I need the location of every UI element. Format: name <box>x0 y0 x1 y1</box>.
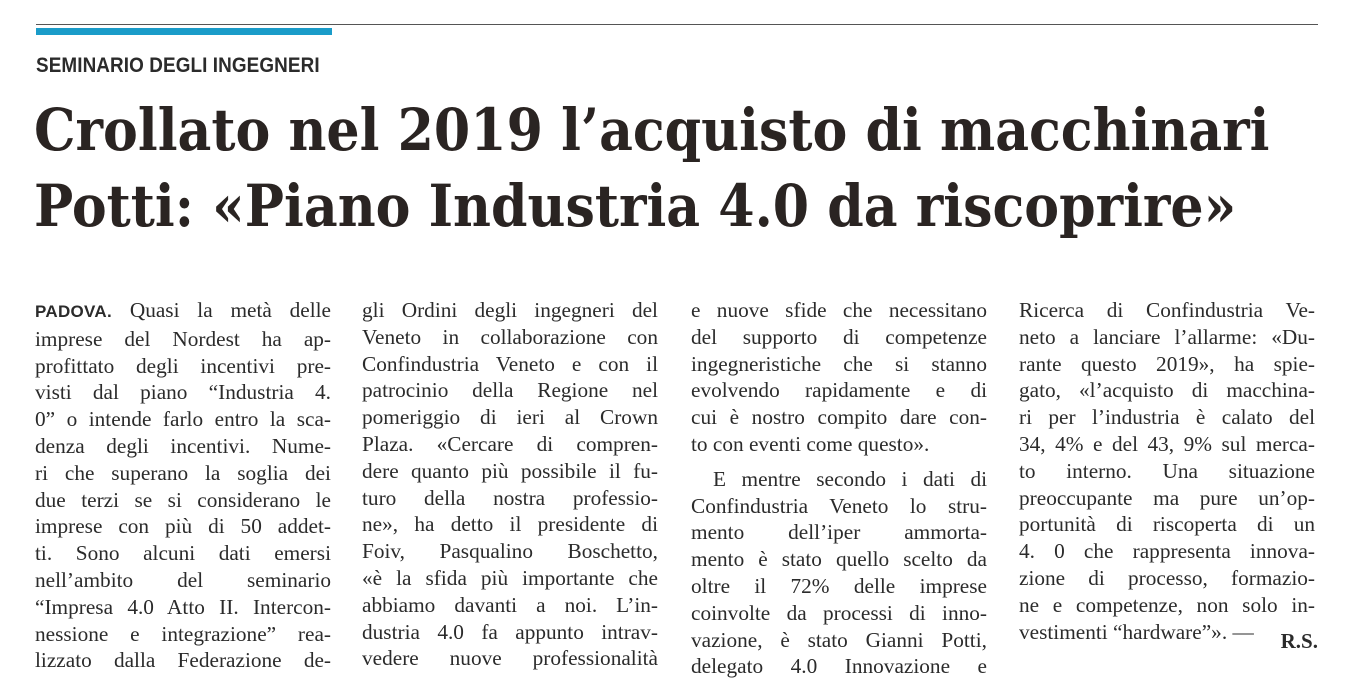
headline-line-1: Crollato nel 2019 l’acquisto di macchinari <box>34 96 1270 164</box>
text-line: Confindustria Veneto e con il <box>362 351 659 376</box>
article-column-1 <box>35 297 331 674</box>
text-line: ne», ha detto il presidente di <box>362 512 658 537</box>
text-line: preoccupante ma pure un’op- <box>1019 485 1315 510</box>
text-line: rante questo 2019», ha spie- <box>1019 351 1316 376</box>
text-line: nell’ambito del seminario <box>35 567 332 592</box>
text-line: 0” o intende farlo entro la sca- <box>35 407 332 432</box>
text-line: gato, «l’acquisto di macchina- <box>1019 378 1315 403</box>
text-line: delegato 4.0 Innovazione e <box>691 654 987 679</box>
text-line: denza degli incentivi. Nume- <box>35 433 332 458</box>
text-line: patrocinio della Regione nel <box>362 378 658 403</box>
headline <box>34 92 1270 244</box>
text-line: ne e competenze, non solo in- <box>1019 592 1315 617</box>
text-line: 4. 0 che rappresenta innova- <box>1019 539 1315 564</box>
text-line: profittato degli incentivi pre- <box>35 353 331 378</box>
text-line: visti dal piano “Industria 4. <box>35 380 332 405</box>
dateline: PADOVA. <box>35 302 113 321</box>
text-line: dustria 4.0 fa appunto intrav- <box>362 619 659 644</box>
text-line: vedere nuove professionalità <box>362 646 659 671</box>
text-line: evolvendo rapidamente e di <box>691 378 988 403</box>
text-line: imprese con più di 50 addet- <box>35 514 331 539</box>
text-line: portunità di riscoperta di un <box>1019 512 1316 537</box>
text-line: ti. Sono alcuni dati emersi <box>35 541 331 566</box>
text-line: gli Ordini degli ingegneri del <box>362 298 658 322</box>
text-line: due terzi se si considerano le <box>35 487 332 512</box>
article-column-4 <box>1019 297 1315 645</box>
text-line: vazione, è stato Gianni Potti, <box>691 627 987 652</box>
text-line: Confindustria Veneto lo stru- <box>691 493 987 518</box>
headline-line-2: Potti: «Piano Industria 4.0 da riscoprire» <box>34 172 1237 240</box>
text-line: Quasi la metà delle <box>112 298 331 322</box>
text-line: cui è nostro compito dare con- <box>691 405 988 430</box>
text-line: Veneto in collaborazione con <box>362 324 658 349</box>
text-line <box>35 297 331 326</box>
text-line: ingegneristiche che si stanno <box>691 351 987 376</box>
text-line: “Impresa 4.0 Atto II. Intercon- <box>35 594 332 619</box>
text-line: ri che superano la soglia dei <box>35 460 331 485</box>
text-line: to con eventi come questo». <box>691 431 930 456</box>
text-line: del supporto di competenze <box>691 324 987 349</box>
kicker: SEMINARIO DEGLI INGEGNERI <box>36 54 320 77</box>
text-line: mento dell’iper ammorta- <box>691 520 987 545</box>
text-line: e nuove sfide che necessitano <box>691 298 987 322</box>
text-line: «è la sfida più importante che <box>362 565 658 590</box>
text-line: mento è stato quello scelto da <box>691 547 987 572</box>
text-line: Foiv, Pasqualino Boschetto, <box>362 539 658 564</box>
text-line: vestimenti “hardware”». — <box>1019 619 1254 644</box>
text-line: imprese del Nordest ha ap- <box>35 326 332 351</box>
text-line: Plaza. «Cercare di compren- <box>362 431 658 456</box>
text-line: coinvolte da processi di inno- <box>691 600 987 625</box>
article-column-3 <box>691 297 987 680</box>
text-line: turo della nostra professio- <box>362 485 658 510</box>
article-column-2 <box>362 297 658 672</box>
text-line: 34, 4% e del 43, 9% sul merca- <box>1019 431 1315 456</box>
author-signature: R.S. <box>1280 629 1318 653</box>
text-line: pomeriggio di ieri al Crown <box>362 405 658 430</box>
text-line: ri per l’industria è calato del <box>1019 405 1316 430</box>
text-line: lizzato dalla Federazione de- <box>35 648 332 673</box>
text-line: E mentre secondo i dati di <box>713 466 988 491</box>
text-line: oltre il 72% delle imprese <box>691 573 987 598</box>
text-line: nessione e integrazione” rea- <box>35 621 331 646</box>
text-line: Ricerca di Confindustria Ve- <box>1019 298 1316 322</box>
top-rule <box>36 24 1318 25</box>
text-line: to interno. Una situazione <box>1019 458 1315 483</box>
accent-bar <box>36 28 332 35</box>
text-line: neto a lanciare l’allarme: «Du- <box>1019 324 1315 349</box>
text-line: zione di processo, formazio- <box>1019 565 1315 590</box>
text-line: dere quanto più possibile il fu- <box>362 458 658 483</box>
paragraph-spacer <box>691 458 987 466</box>
text-line: abbiamo davanti a noi. L’in- <box>362 592 658 617</box>
